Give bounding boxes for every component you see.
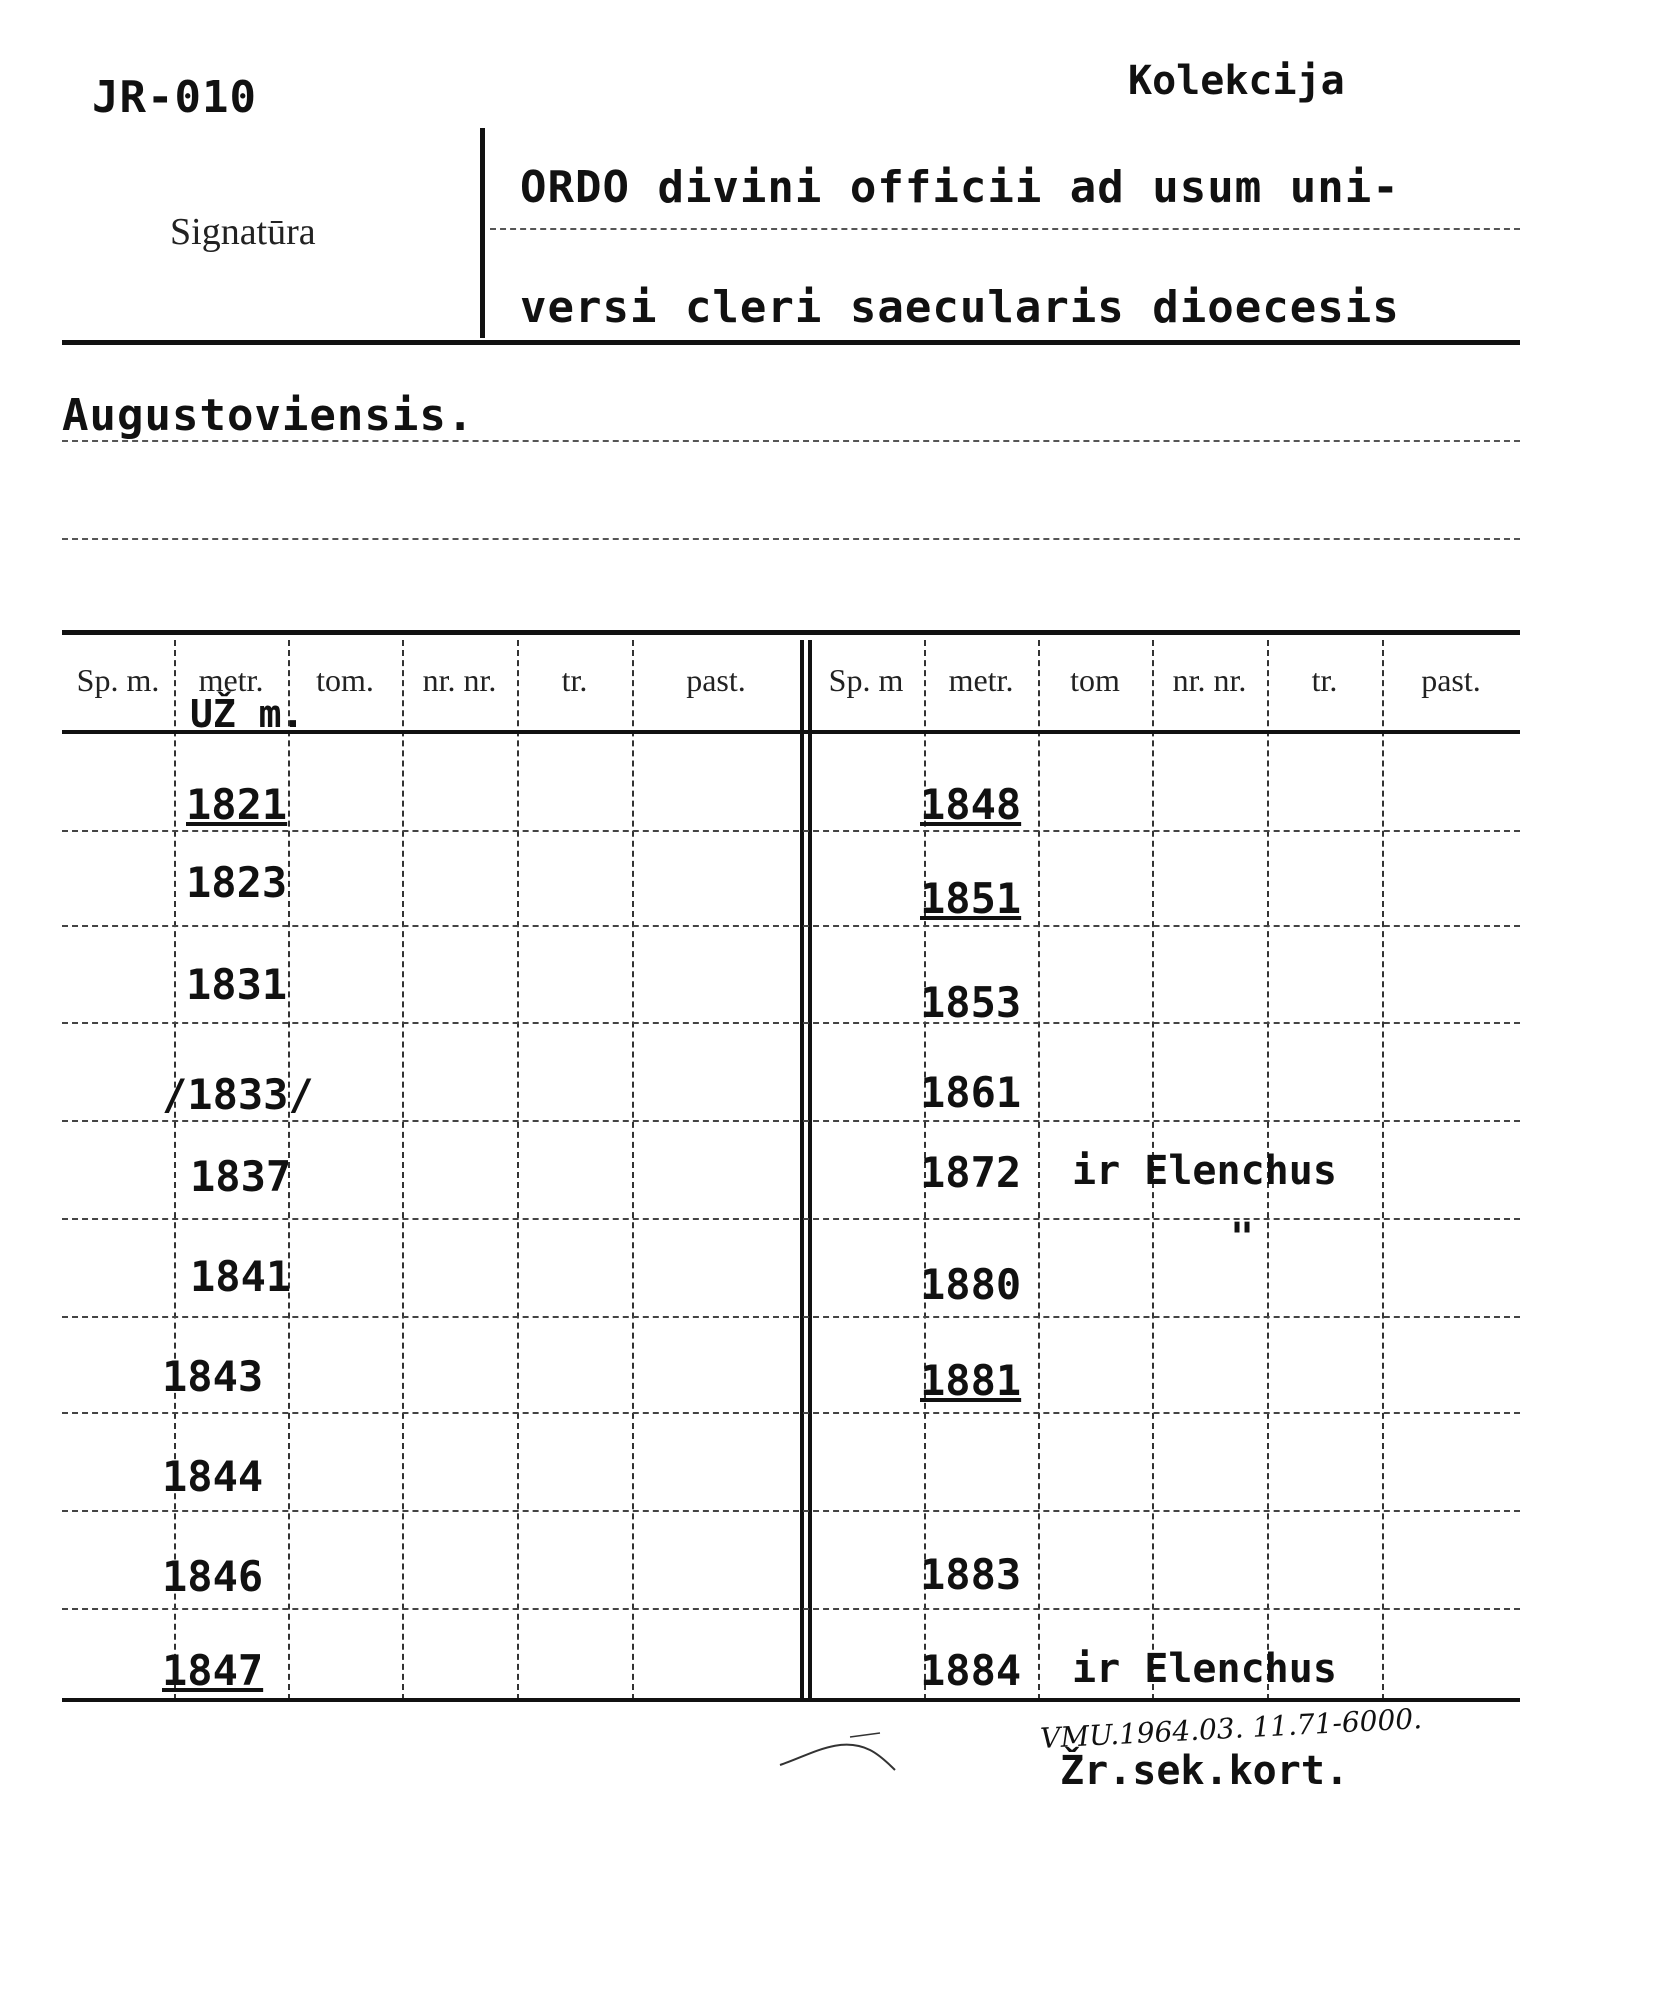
row-divider: [62, 1608, 1520, 1610]
col-divider: [517, 640, 519, 1700]
collection-label: Kolekcija: [1128, 58, 1345, 104]
footer-stamp: Žr.sek.kort.: [1060, 1748, 1349, 1794]
row-divider: [62, 830, 1520, 832]
row-divider: [62, 1510, 1520, 1512]
left-year: 1823: [186, 858, 288, 907]
header-nr-nr-right: nr. nr.: [1172, 662, 1247, 698]
table-bottom-rule: [62, 1698, 1520, 1702]
header-top-rule: [490, 228, 1520, 230]
header-metr: metr.: [198, 662, 264, 698]
right-year: 1884: [920, 1646, 1022, 1695]
header-vertical-divider: [480, 128, 485, 338]
left-year: 1831: [186, 960, 288, 1009]
row-divider: [62, 1120, 1520, 1122]
title-line-3-rule: [62, 440, 1520, 442]
right-year: 1851: [920, 874, 1022, 923]
pencil-scribble: [770, 1725, 910, 1785]
header-nr-nr: nr. nr.: [422, 662, 497, 698]
right-year: 1880: [920, 1260, 1022, 1309]
right-year: 1881: [920, 1356, 1022, 1405]
signature-label: Signatūra: [170, 211, 316, 253]
right-year: 1872: [920, 1148, 1022, 1197]
volumes-table: [62, 630, 1520, 1700]
title-line-3: Augustoviensis.: [62, 390, 475, 441]
table-top-rule: [62, 630, 1520, 635]
left-year: 1844: [162, 1452, 264, 1501]
header-sp-m: Sp. m.: [76, 662, 160, 698]
header-tom: tom.: [316, 662, 374, 698]
col-divider: [1038, 640, 1040, 1700]
title-line-1: ORDO divini officii ad usum uni-: [520, 162, 1400, 213]
right-year: 1861: [920, 1068, 1022, 1117]
col-divider: [632, 640, 634, 1700]
header-past: past.: [686, 662, 746, 698]
blank-line-rule: [62, 538, 1520, 540]
left-year: 1837: [190, 1152, 292, 1201]
handwritten-note: VMU.1964.03. 11.71-6000.: [1039, 1702, 1423, 1755]
row-divider: [62, 1316, 1520, 1318]
title-line-2: versi cleri saecularis dioecesis: [520, 282, 1400, 333]
left-year: 1841: [190, 1252, 292, 1301]
right-year: 1883: [920, 1550, 1022, 1599]
elenchus-note: ir Elenchus: [1072, 1148, 1337, 1194]
left-year: /1833/: [162, 1070, 314, 1119]
col-divider: [1382, 640, 1384, 1700]
left-subheader: UŽ m.: [190, 692, 305, 736]
row-divider: [62, 1412, 1520, 1414]
col-divider: [174, 640, 176, 1700]
header-bottom-rule: [62, 340, 1520, 345]
left-year: 1843: [162, 1352, 264, 1401]
signature-code: JR-010: [92, 72, 257, 123]
header-sp-m-right: Sp. m: [828, 662, 904, 698]
header-metr-right: metr.: [948, 662, 1014, 698]
left-year: 1821: [186, 780, 288, 829]
left-year: 1846: [162, 1552, 264, 1601]
table-center-double-divider: [808, 640, 812, 1700]
table-center-double-divider: [800, 640, 804, 1700]
elenchus-note: ir Elenchus: [1072, 1646, 1337, 1692]
left-year: 1847: [162, 1646, 264, 1695]
row-divider: [62, 925, 1520, 927]
right-year: 1853: [920, 978, 1022, 1027]
ditto-mark: ": [1230, 1215, 1255, 1261]
right-year: 1848: [920, 780, 1022, 829]
header-bottom-rule: [62, 730, 1520, 734]
header-past-right: past.: [1421, 662, 1481, 698]
header-tr-right: tr.: [1311, 662, 1338, 698]
header-tr: tr.: [561, 662, 588, 698]
row-divider: [62, 1022, 1520, 1024]
row-divider: [62, 1218, 1520, 1220]
header-tom-right: tom: [1070, 662, 1120, 698]
col-divider: [402, 640, 404, 1700]
